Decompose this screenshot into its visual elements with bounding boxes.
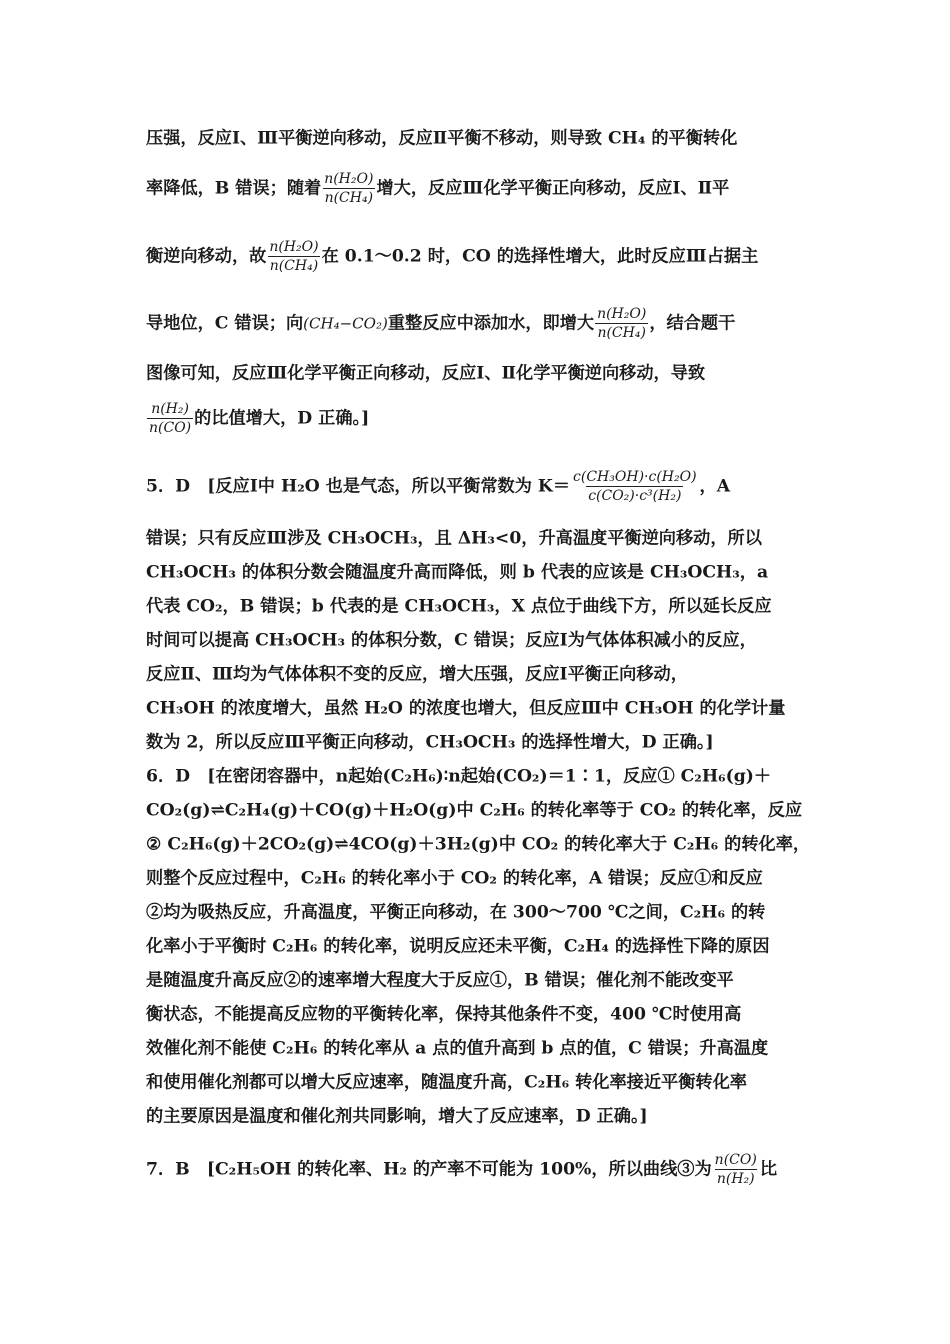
text-line-4: 导地位，C 错误；向(CH₄−CO₂)重整反应中添加水，即增大 $\frac{\text{n(H₂O)}}{\text{n(CH₄)}}$ ，结合题干: [146, 305, 816, 339]
text-line-18: 则整个反应过程中，C₂H₆ 的转化率小于 CO₂ 的转化率，A 错误；反应①和反应: [146, 868, 763, 889]
text-line-9: CH₃OCH₃ 的体积分数会随温度升高而降低，则 b 代表的应该是 CH₃OCH₃，a: [146, 562, 769, 583]
text-line-8: 错误；只有反应Ⅲ涉及 CH₃OCH₃，且 ΔH₃<0，升高温度平衡逆向移动，所以: [146, 528, 762, 549]
text-line-10: 代表 CO₂，B 错误；b 代表的是 CH₃OCH₃，X 点位于曲线下方，所以延长反应: [146, 596, 772, 617]
text-line-2: 率降低，B 错误；随着 $\frac{\text{n(H₂O)}}{\text{n(CH₄)}}$ 增大，反应Ⅲ化学平衡正向移动，反应Ⅰ、Ⅱ平: [146, 170, 816, 204]
fraction-h2-co: $\frac{\text{n(H₂)}}{n(CO)}$: [147, 400, 193, 434]
fraction-equilibrium-constant: $\frac{\text{c(CH₃OH)·c(H₂O)}}{\text{c(CO₂)·c³(H₂)}}$: [571, 468, 699, 502]
text-line-13: CH₃OH 的浓度增大，虽然 H₂O 的浓度也增大，但反应Ⅲ中 CH₃OH 的化学计量: [146, 698, 786, 719]
text-line-20: 化率小于平衡时 C₂H₆ 的转化率，说明反应还未平衡，C₂H₄ 的选择性下降的原因: [146, 936, 770, 957]
text-line-3: 衡逆向移动，故 $\frac{\text{n(H₂O)}}{\text{n(CH₄)}}$ 在 0.1～0.2 时，CO 的选择性增大，此时反应Ⅲ占据主: [146, 238, 816, 272]
fraction-co-h2: $\frac{n(CO)}{\text{n(H₂)}}$: [713, 1151, 759, 1185]
text-line-26: 7．B [C₂H₅OH 的转化率、H₂ 的产率不可能为 100%，所以曲线③为 $\frac{n(CO)}{\text{n(H₂)}}$ 比: [146, 1151, 816, 1185]
text-line-5: 图像可知，反应Ⅲ化学平衡正向移动，反应Ⅰ、Ⅱ化学平衡逆向移动，导致: [146, 363, 706, 384]
text-line-12: 反应Ⅱ、Ⅲ均为气体体积不变的反应，增大压强，反应Ⅰ平衡正向移动，: [146, 664, 688, 685]
text-line-7: 5．D [反应Ⅰ中 H₂O 也是气态，所以平衡常数为 K＝ $\frac{\text{c(CH₃OH)·c(H₂O)}}{\text{c(CO₂)·c³(H₂)}}$ ，A: [146, 468, 816, 502]
text-line-1: 压强，反应Ⅰ、Ⅲ平衡逆向移动，反应Ⅱ平衡不移动，则导致 CH₄ 的平衡转化: [146, 128, 738, 149]
text-line-17: ② C₂H₆(g)＋2CO₂(g)⇌4CO(g)＋3H₂(g)中 CO₂ 的转化率大于 C₂H₆ 的转化率，: [146, 834, 811, 855]
fraction-h2o-ch4: $\frac{\text{n(H₂O)}}{\text{n(CH₄)}}$: [267, 238, 320, 272]
text-line-23: 效催化剂不能使 C₂H₆ 的转化率从 a 点的值升高到 b 点的值，C 错误；升高温度: [146, 1038, 769, 1059]
text-line-16: CO₂(g)⇌C₂H₄(g)＋CO(g)＋H₂O(g)中 C₂H₆ 的转化率等于 CO₂ 的转化率，反应: [146, 800, 803, 821]
text-line-25: 的主要原因是温度和催化剂共同影响，增大了反应速率，D 正确。]: [146, 1106, 648, 1127]
fraction-h2o-ch4: $\frac{\text{n(H₂O)}}{\text{n(CH₄)}}$: [322, 170, 375, 204]
text-line-11: 时间可以提高 CH₃OCH₃ 的体积分数，C 错误；反应Ⅰ为气体体积减小的反应，: [146, 630, 757, 651]
text-line-21: 是随温度升高反应②的速率增大程度大于反应①，B 错误；催化剂不能改变平: [146, 970, 734, 991]
text-line-24: 和使用催化剂都可以增大反应速率，随温度升高，C₂H₆ 转化率接近平衡转化率: [146, 1072, 747, 1093]
text-line-6: $\frac{\text{n(H₂)}}{n(CO)}$ 的比值增大，D 正确。]: [146, 400, 816, 434]
text-line-19: ②均为吸热反应，升高温度，平衡正向移动，在 300～700 ℃之间，C₂H₆ 的转: [146, 902, 766, 923]
text-line-22: 衡状态，不能提高反应物的平衡转化率，保持其他条件不变，400 ℃时使用高: [146, 1004, 742, 1025]
text-line-15: 6．D [在密闭容器中，n起始(C₂H₆)∶n起始(CO₂)＝1∶1，反应① C₂H₆(g)＋: [146, 766, 772, 787]
text-line-14: 数为 2，所以反应Ⅲ平衡正向移动，CH₃OCH₃ 的选择性增大，D 正确。]: [146, 732, 714, 753]
fraction-h2o-ch4: $\frac{\text{n(H₂O)}}{\text{n(CH₄)}}$: [595, 305, 648, 339]
